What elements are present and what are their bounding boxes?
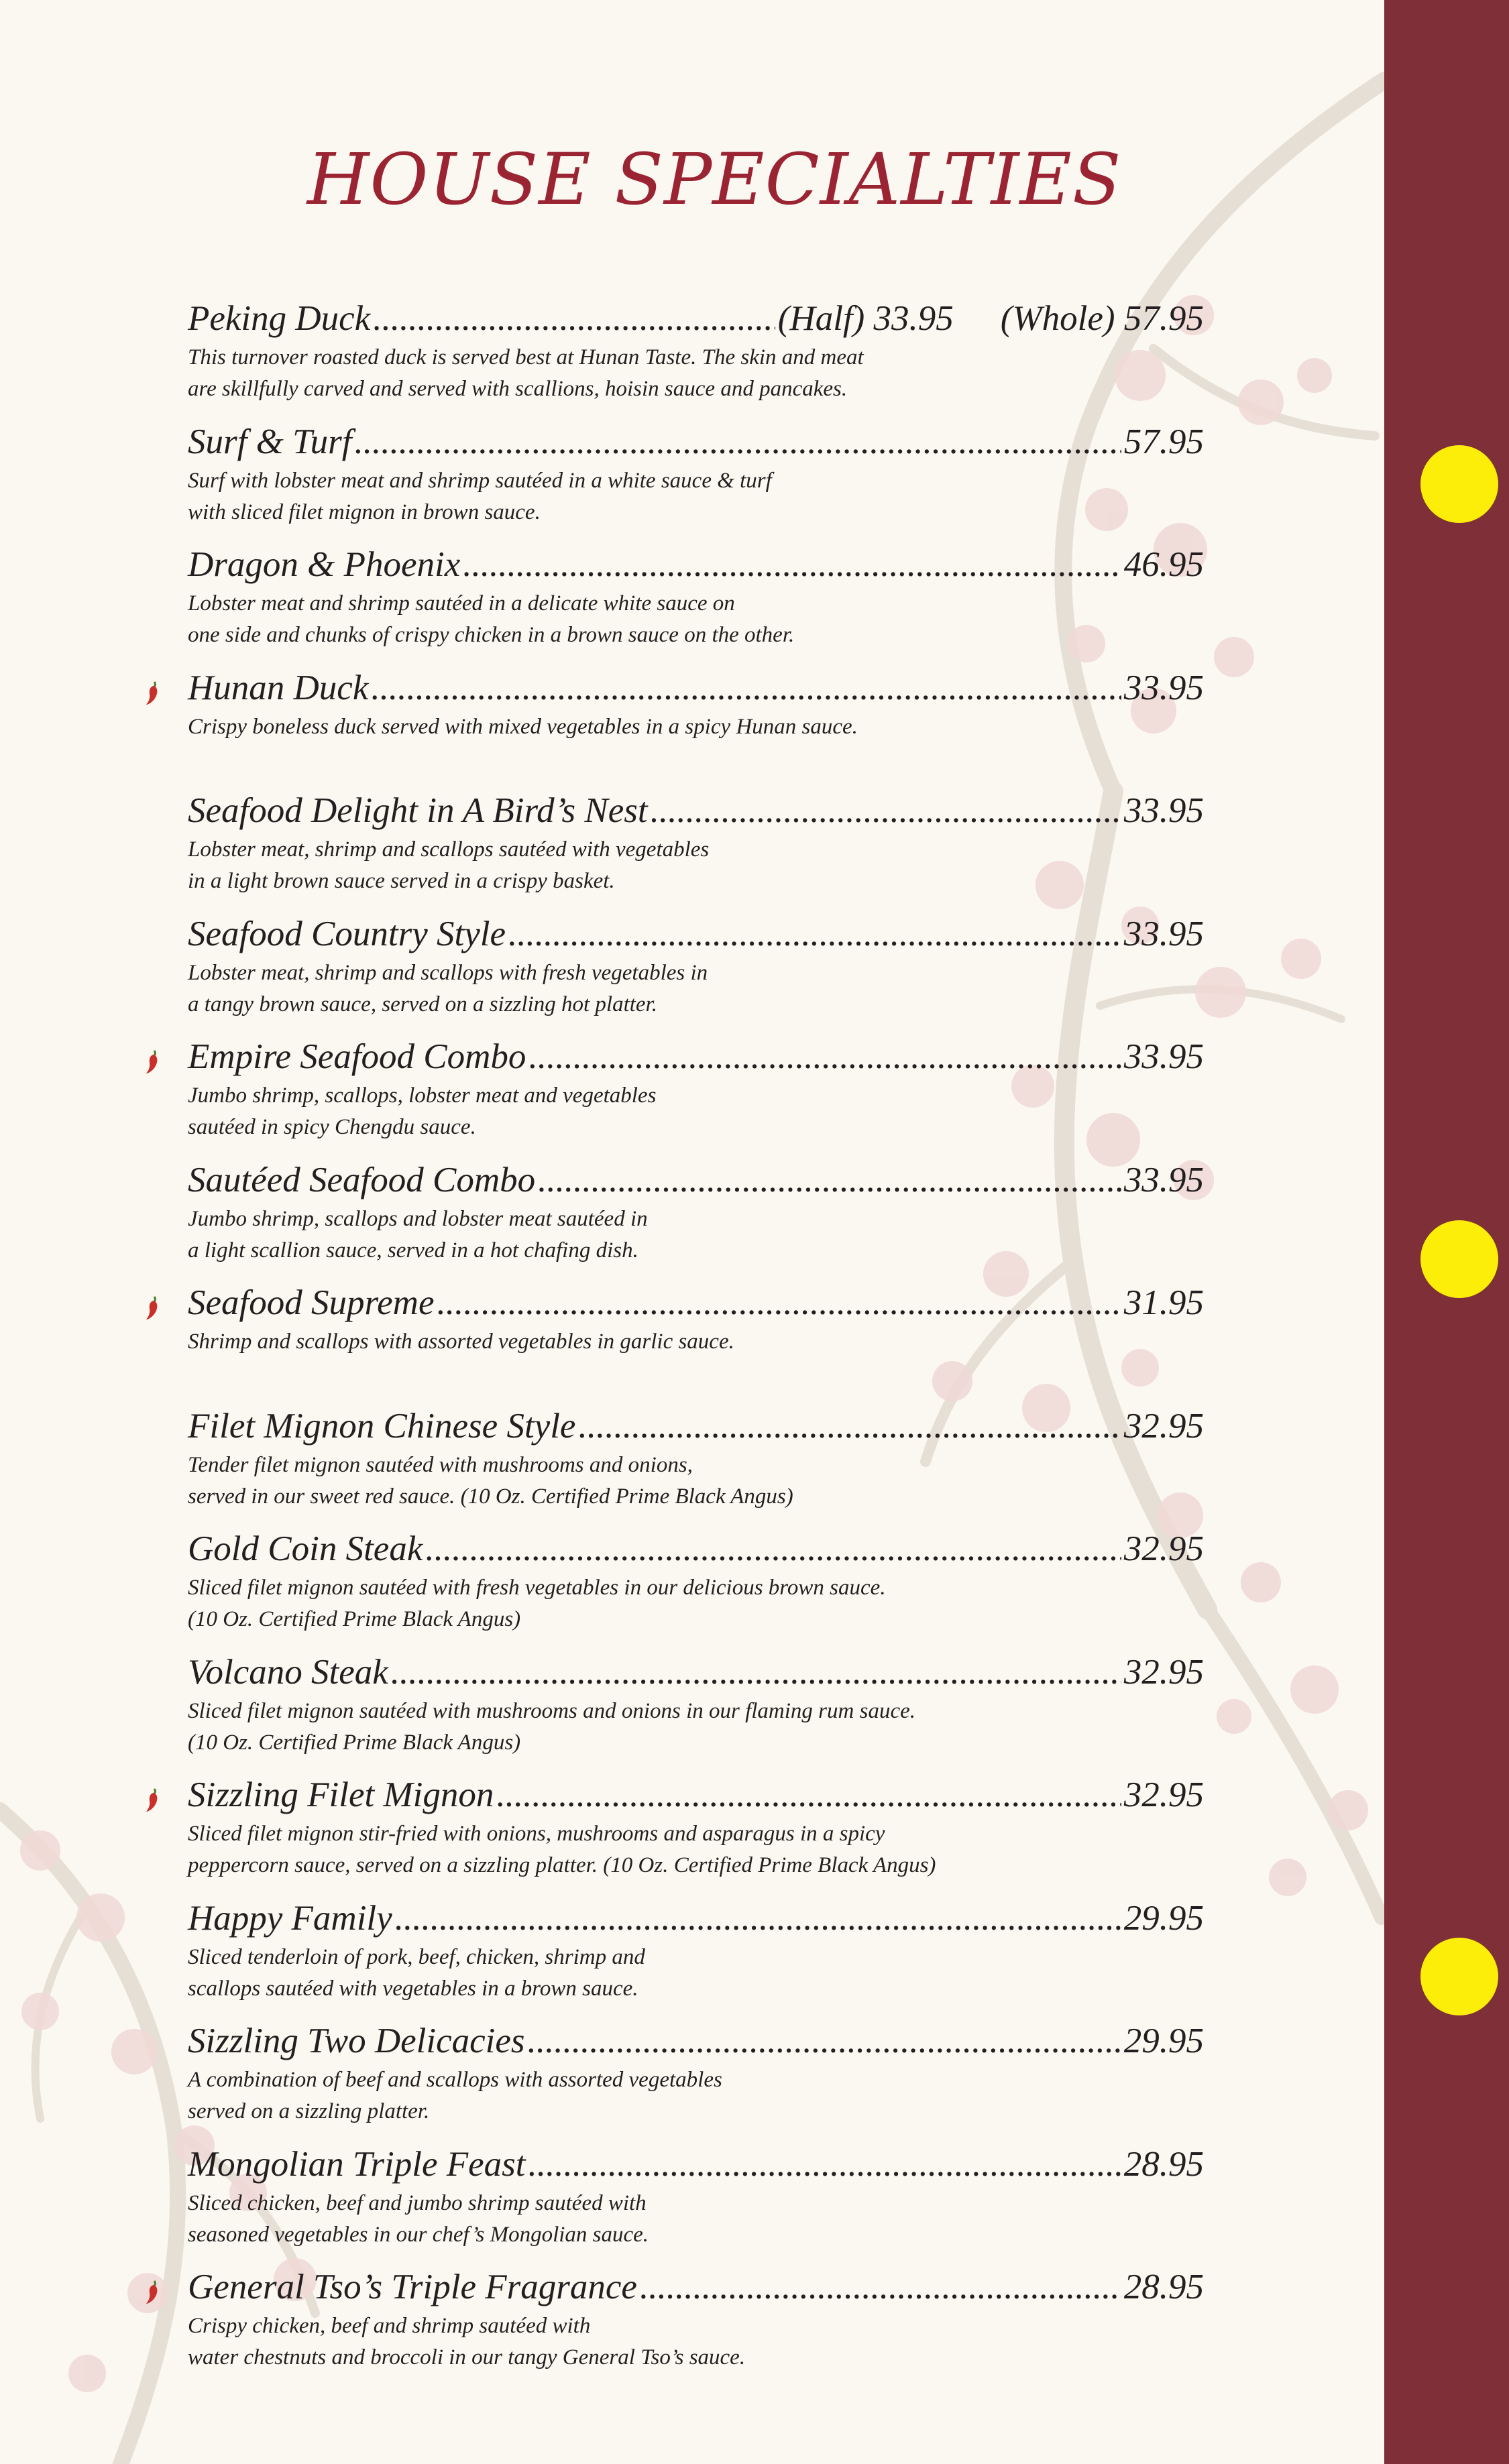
menu-item-heading: [188, 1157, 1204, 1204]
menu-item-price: 33.95: [1123, 1037, 1204, 1076]
menu-item-heading: [188, 2141, 1204, 2188]
menu-item-heading: [188, 418, 1204, 465]
menu-item-price: 28.95: [1123, 2144, 1204, 2184]
menu-item-description: Tender filet mignon sautéed with mushrooms and onions,: [188, 1452, 693, 1477]
menu-item-price: 32.95: [1123, 1775, 1204, 1814]
dot-leader: [373, 295, 775, 342]
menu-item-price: 32.95: [1123, 1529, 1204, 1568]
binder-hole: [1420, 1938, 1498, 2015]
menu-item-description: This turnover roasted duck is served best at Hunan Taste. The skin and meat: [188, 345, 864, 369]
dot-leader: [395, 1895, 1121, 1942]
menu-item-heading: [188, 1403, 1204, 1450]
menu-item-name: Seafood Delight in A Bird’s Nest: [188, 791, 648, 830]
menu-item-name: Volcano Steak: [188, 1652, 388, 1692]
menu-item-description: (10 Oz. Certified Prime Black Angus): [188, 1607, 521, 1631]
menu-item-price: 29.95: [1123, 1898, 1204, 1938]
chili-pepper-icon: [144, 1295, 162, 1321]
page-title: HOUSE SPECIALTIES: [307, 138, 1122, 221]
menu-item-price: 33.95: [1123, 668, 1204, 707]
menu-item-description: Crispy boneless duck served with mixed vegetables in a spicy Hunan sauce.: [188, 714, 858, 739]
menu-item-heading: [188, 1033, 1204, 1080]
menu-item-name: Gold Coin Steak: [188, 1529, 423, 1568]
chili-pepper-icon: [144, 681, 162, 706]
dot-leader: [538, 1157, 1121, 1204]
menu-item-description: sautéed in spicy Chengdu sauce.: [188, 1115, 476, 1139]
menu-item-description: Lobster meat and shrimp sautéed in a delicate white sauce on: [188, 591, 735, 615]
menu-item-description: Surf with lobster meat and shrimp sautéed in a white sauce & turf: [188, 468, 772, 493]
dot-leader: [528, 2141, 1121, 2188]
menu-item-price: 28.95: [1123, 2268, 1204, 2306]
menu-item-heading: [188, 787, 1204, 834]
menu-item: [188, 1525, 1204, 1635]
menu-item-description: Jumbo shrimp, scallops, lobster meat and vegetables: [188, 1083, 657, 1108]
menu-item: [188, 541, 1204, 651]
dot-leader: [508, 911, 1121, 957]
menu-item-name: Mongolian Triple Feast: [188, 2144, 526, 2184]
binder-hole: [1420, 445, 1498, 523]
chili-pepper-icon: [144, 1049, 162, 1075]
menu-item-description: a tangy brown sauce, served on a sizzling hot platter.: [188, 992, 657, 1016]
menu-item: [188, 2141, 1204, 2251]
dot-leader: [437, 1279, 1121, 1326]
menu-item-description: seasoned vegetables in our chef’s Mongolian sauce.: [188, 2222, 649, 2247]
menu-item-heading: [188, 1279, 1204, 1326]
menu-item-description: Sliced filet mignon sautéed with fresh vegetables in our delicious brown sauce.: [188, 1576, 886, 1600]
menu-item-name: General Tso’s Triple Fragrance: [188, 2268, 637, 2306]
dot-leader: [578, 1403, 1121, 1450]
menu-item-description: Sliced filet mignon stir-fried with onions, mushrooms and asparagus in a spicy: [188, 1822, 885, 1846]
menu-item-description: Jumbo shrimp, scallops and lobster meat sautéed in: [188, 1206, 648, 1231]
menu-item-price: 57.95: [1123, 422, 1204, 461]
menu-item: [188, 1279, 1204, 1358]
menu-item-heading: [188, 911, 1204, 957]
dot-leader: [496, 1771, 1121, 1818]
menu-item-description: Lobster meat, shrimp and scallops with fresh vegetables in: [188, 960, 708, 985]
dot-leader: [354, 418, 1121, 465]
menu-item-description: A combination of beef and scallops with assorted vegetables: [188, 2068, 722, 2092]
menu-item-price-half: (Half) 33.95: [777, 299, 954, 338]
menu-item-description: Crispy chicken, beef and shrimp sautéed with: [188, 2314, 591, 2338]
menu-item-heading: [188, 295, 1204, 342]
menu-item-heading: [188, 2017, 1204, 2064]
menu-item-description: Sliced tenderloin of pork, beef, chicken, shrimp and: [188, 1944, 645, 1969]
menu-item: [188, 295, 1204, 405]
menu-item-description: in a light brown sauce served in a crispy basket.: [188, 869, 615, 893]
menu-item-heading: [188, 1525, 1204, 1572]
menu-item-name: Empire Seafood Combo: [188, 1037, 526, 1076]
dot-leader: [463, 541, 1121, 588]
menu-item-price: 32.95: [1123, 1652, 1204, 1692]
menu-item: [188, 664, 1204, 743]
menu-item-name: Sizzling Filet Mignon: [188, 1775, 494, 1814]
menu-item: [188, 911, 1204, 1020]
menu-item-price: 31.95: [1123, 1283, 1204, 1322]
menu-item-price-whole: (Whole) 57.95: [1000, 299, 1204, 338]
menu-item: [188, 787, 1204, 897]
menu-item-name: Sizzling Two Delicacies: [188, 2021, 525, 2060]
dot-leader: [640, 2264, 1121, 2310]
menu-item-description: served in our sweet red sauce. (10 Oz. Certified Prime Black Angus): [188, 1484, 793, 1509]
menu-item-name: Hunan Duck: [188, 668, 369, 707]
menu-item-name: Dragon & Phoenix: [188, 545, 461, 584]
dot-leader: [371, 664, 1121, 711]
menu-item-description: are skillfully carved and served with scallions, hoisin sauce and pancakes.: [188, 377, 848, 401]
menu-item-name: Sautéed Seafood Combo: [188, 1160, 536, 1199]
menu-item-heading: [188, 541, 1204, 588]
menu-item-heading: [188, 2264, 1204, 2310]
menu-item-description: served on a sizzling platter.: [188, 2099, 430, 2123]
menu-item: [188, 1033, 1204, 1143]
menu-item-name: Seafood Supreme: [188, 1283, 435, 1322]
menu-item-price: 46.95: [1123, 545, 1204, 584]
menu-item: [188, 2017, 1204, 2127]
menu-item-price: 29.95: [1123, 2021, 1204, 2060]
menu-item: [188, 1157, 1204, 1267]
menu-item-name: Peking Duck: [188, 299, 371, 338]
menu-item-heading: [188, 1771, 1204, 1818]
menu-item-description: one side and chunks of crispy chicken in a brown sauce on the other.: [188, 623, 795, 647]
binder-hole: [1420, 1220, 1498, 1298]
chili-pepper-icon: [144, 1787, 162, 1813]
menu-item: [188, 418, 1204, 528]
menu-item-description: Sliced filet mignon sautéed with mushrooms and onions in our flaming rum sauce.: [188, 1698, 915, 1723]
menu-item: [188, 1771, 1204, 1881]
dot-leader: [651, 787, 1121, 834]
menu-item-name: Seafood Country Style: [188, 914, 506, 953]
dot-leader: [391, 1649, 1121, 1696]
menu-item-description: Shrimp and scallops with assorted vegetables in garlic sauce.: [188, 1330, 734, 1354]
menu-item-description: (10 Oz. Certified Prime Black Angus): [188, 1730, 521, 1755]
menu-item-name: Happy Family: [188, 1898, 392, 1938]
menu-item-price: 33.95: [1123, 791, 1204, 830]
menu-item-description: peppercorn sauce, served on a sizzling platter. (10 Oz. Certified Prime Black Angus): [188, 1853, 936, 1877]
menu-item-price: 32.95: [1123, 1406, 1204, 1446]
menu-item: [188, 1895, 1204, 2005]
menu-item-heading: [188, 1895, 1204, 1942]
menu-item-name: Filet Mignon Chinese Style: [188, 1406, 576, 1446]
menu-item-name: Surf & Turf: [188, 422, 352, 461]
menu-item-description: Lobster meat, shrimp and scallops sautéed with vegetables: [188, 837, 710, 862]
menu-item-description: Sliced chicken, beef and jumbo shrimp sautéed with: [188, 2190, 647, 2215]
dot-leader: [528, 1033, 1121, 1080]
menu-item-heading: [188, 1649, 1204, 1696]
dot-leader: [425, 1525, 1121, 1572]
menu-item-description: water chestnuts and broccoli in our tangy General Tso’s sauce.: [188, 2345, 746, 2369]
menu-item: [188, 1649, 1204, 1759]
chili-pepper-icon: [144, 2280, 162, 2305]
dot-leader: [528, 2017, 1121, 2064]
menu-item-price: 33.95: [1123, 1160, 1204, 1199]
menu-item-heading: [188, 664, 1204, 711]
menu-item: [188, 2264, 1204, 2373]
menu-item-description: scallops sautéed with vegetables in a brown sauce.: [188, 1976, 638, 2001]
menu-item-price: 33.95: [1123, 914, 1204, 953]
menu-item-description: a light scallion sauce, served in a hot chafing dish.: [188, 1238, 638, 1263]
menu-item: [188, 1403, 1204, 1513]
menu-item-description: with sliced filet mignon in brown sauce.: [188, 500, 541, 524]
